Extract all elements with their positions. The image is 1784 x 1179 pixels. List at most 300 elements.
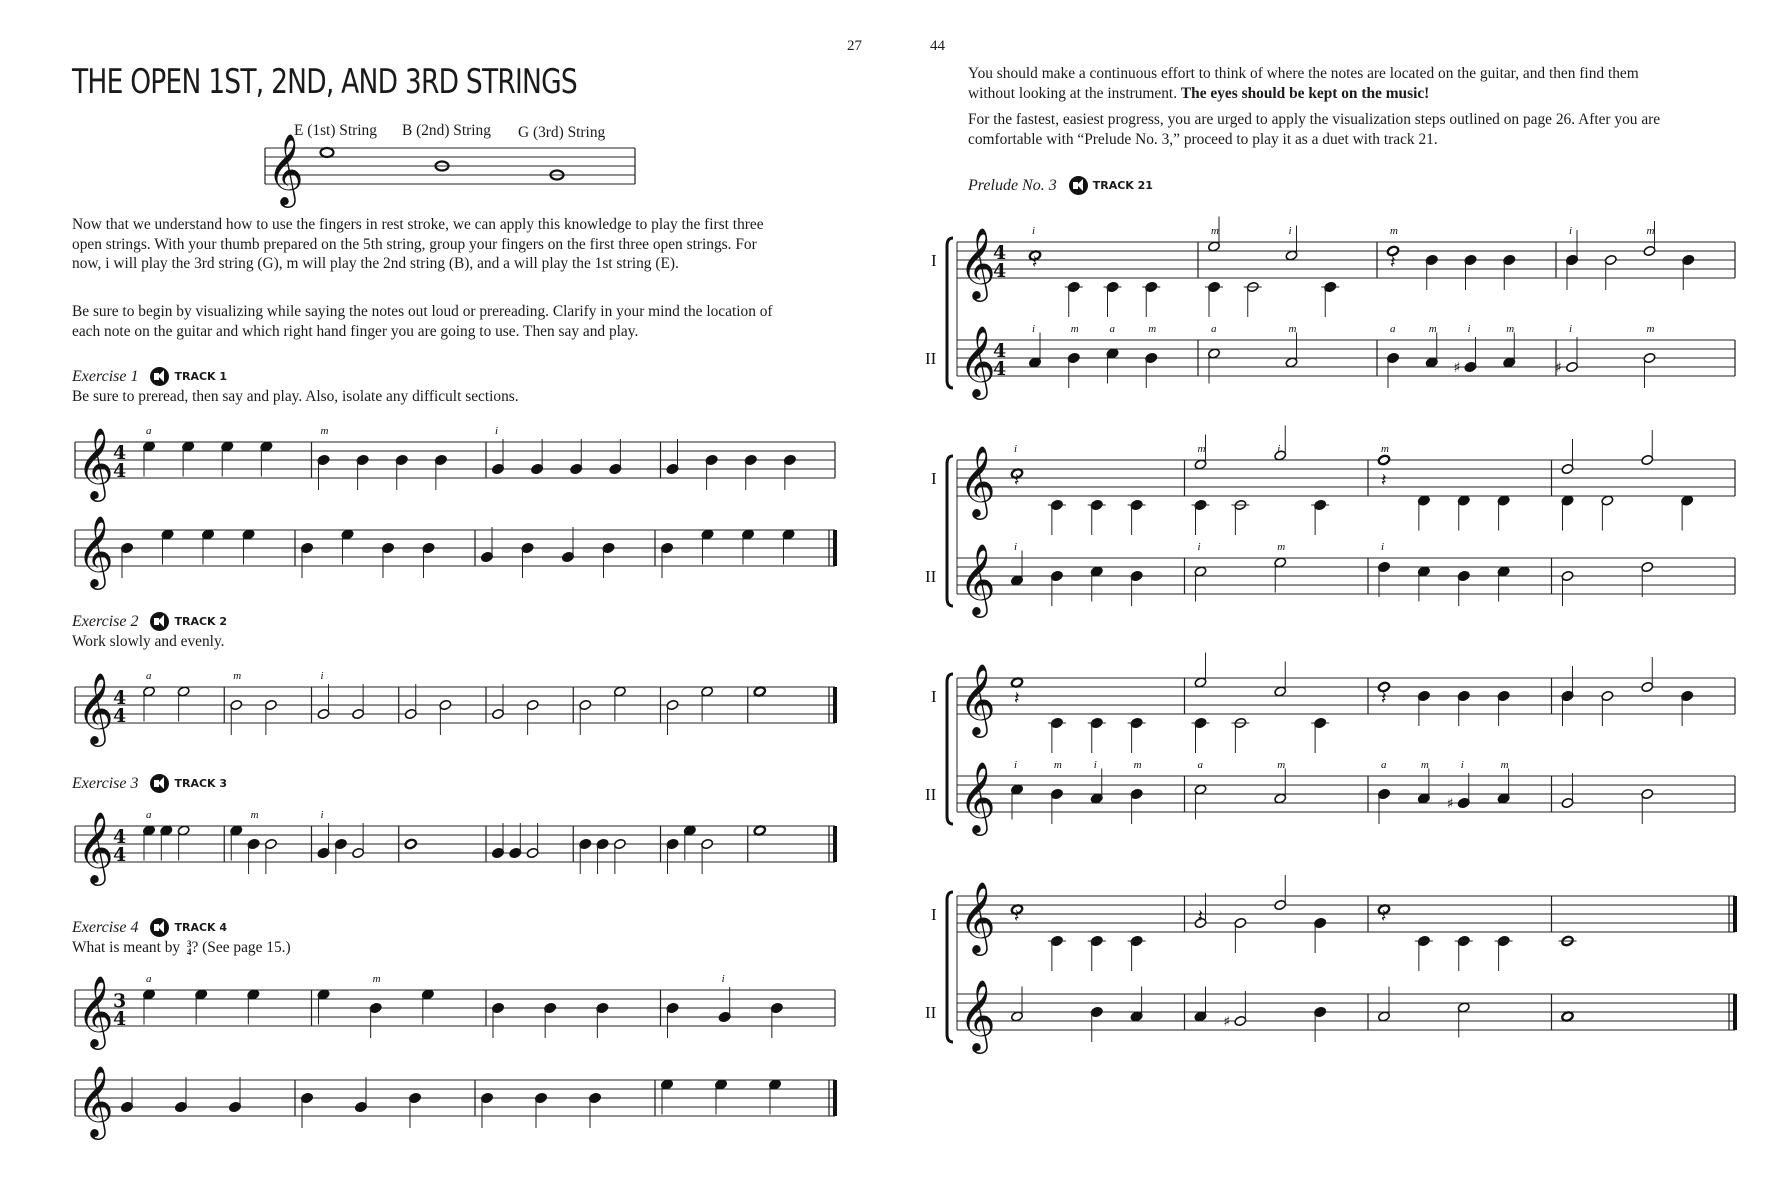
note-c5 <box>1194 541 1207 602</box>
note-a4 <box>1285 323 1298 368</box>
fingering-i: i <box>1569 323 1573 335</box>
note-c4 <box>1455 935 1473 971</box>
time-signature-top: 4 <box>113 826 127 848</box>
note-b4 <box>264 699 277 735</box>
note-e5 <box>260 441 273 477</box>
note-a4 <box>1378 987 1391 1023</box>
note-c4 <box>1088 499 1106 535</box>
time-signature-bottom: 4 <box>113 460 127 482</box>
treble-clef-icon: 𝄞 <box>959 226 996 299</box>
note-g4 <box>1314 917 1327 953</box>
note-b4 <box>409 1092 422 1128</box>
voice-label-i: I <box>931 251 937 270</box>
note-b4 <box>1050 570 1063 606</box>
time-signature-top: 4 <box>113 687 127 709</box>
continuous-effort-paragraph: You should make a continuous effort to think of where the notes are located on the guitar, and then find them without looking at the instrument. The eyes should be kept on the music! <box>968 65 1639 102</box>
note-c4 <box>1415 935 1433 971</box>
note-a4 <box>1497 759 1510 804</box>
note-b4 <box>661 542 674 578</box>
staff-lines <box>957 242 1735 278</box>
fingering-a: a <box>146 973 152 985</box>
note-b4 <box>1561 690 1574 726</box>
treble-clef-icon: 𝄞 <box>959 324 996 397</box>
prelude-system-3 <box>925 658 1745 858</box>
note-c5 <box>1274 662 1287 698</box>
note-e5 <box>613 686 626 722</box>
fingering-m: m <box>1646 323 1655 335</box>
fingering-i: i <box>495 425 499 437</box>
note-e5 <box>421 989 434 1025</box>
note-e5 <box>753 825 766 836</box>
note-d4 <box>1497 495 1510 531</box>
fingering-a: a <box>1381 759 1387 771</box>
note-g4 <box>718 973 731 1023</box>
note-g4 <box>531 439 544 475</box>
time-signature-top: 4 <box>113 442 127 464</box>
note-g4 <box>352 823 365 859</box>
note-b4 <box>596 838 609 874</box>
note-a4 <box>1194 987 1207 1023</box>
visualization-steps-paragraph: For the fastest, easiest progress, you are urged to apply the visualization steps outlined on page 26. After you are comfortable with “Prelude No. 3,” proceed to play it as a duet with track 21. <box>968 111 1661 148</box>
note-g4 <box>666 439 679 475</box>
fingering-i: i <box>1381 541 1385 553</box>
note-e5 <box>230 825 243 861</box>
speaker-icon <box>150 612 169 631</box>
fingering-m: m <box>1420 759 1429 771</box>
note-c5 <box>1208 323 1221 384</box>
fingering-i: i <box>1467 323 1471 335</box>
note-g4 <box>229 1077 242 1113</box>
note-a4 <box>1503 323 1516 368</box>
note-e5 <box>701 529 714 565</box>
voice-label-i: I <box>931 905 937 924</box>
fingering-a: a <box>1211 323 1217 335</box>
note-e5 <box>769 1079 782 1115</box>
string-label-b: B (2nd) String <box>402 122 491 139</box>
note-g4 <box>562 527 575 563</box>
fingering-a: a <box>146 809 152 821</box>
prelude-system-4 <box>925 876 1745 1076</box>
fingering-m: m <box>250 809 259 821</box>
note-e5 <box>202 529 215 565</box>
note-b4 <box>1425 254 1438 290</box>
note-b4 <box>301 542 314 578</box>
note-g4 <box>481 527 494 563</box>
quarter-rest-icon: 𝄽 <box>1381 688 1387 709</box>
exercise-4-staff-2 <box>75 1064 845 1137</box>
note-a4 <box>1425 323 1438 368</box>
note-b4 <box>1050 759 1063 824</box>
note-e5 <box>683 825 696 861</box>
fingering-m: m <box>1500 759 1509 771</box>
note-c4 <box>1128 717 1146 753</box>
note-b4 <box>1457 570 1470 606</box>
sharp-icon: ♯ <box>1555 360 1562 376</box>
note-e5 <box>221 441 234 477</box>
note-g4 <box>355 1077 368 1113</box>
treble-clef-icon: 𝄞 <box>77 974 114 1047</box>
page-title: THE OPEN 1ST, 2ND, AND 3RD STRINGS <box>72 62 577 102</box>
fingering-m: m <box>1197 443 1206 455</box>
quarter-rest-icon: 𝄽 <box>1381 906 1387 927</box>
exercise-3-heading <box>72 774 227 793</box>
treble-clef-icon: 𝄞 <box>77 671 114 744</box>
note-b4 <box>666 1002 679 1038</box>
fingering-a: a <box>1390 323 1396 335</box>
note-c4 <box>1048 499 1066 535</box>
exercise-1-note: Be sure to preread, then say and play. Also, isolate any difficult sections. <box>72 388 519 405</box>
note-e5 <box>247 989 260 1025</box>
note-c5 <box>1417 566 1430 602</box>
note-b4 <box>1387 323 1400 388</box>
staff-lines <box>957 460 1735 496</box>
note-b4 <box>613 838 626 874</box>
note-b4 <box>1643 323 1656 388</box>
note-b4 <box>579 699 592 735</box>
note-a4 <box>1011 541 1024 586</box>
note-a4 <box>1274 759 1287 804</box>
note-b4 <box>783 454 796 490</box>
quarter-rest-icon: 𝄽 <box>1014 470 1020 491</box>
note-d4 <box>1561 495 1574 531</box>
note-g4 <box>492 823 505 859</box>
note-g5 <box>1274 426 1287 462</box>
note-a4 <box>1417 759 1430 804</box>
prelude-heading <box>968 176 1153 195</box>
note-b4 <box>1314 1006 1327 1042</box>
note-b4 <box>301 1092 314 1128</box>
system-bracket <box>947 674 953 824</box>
fingering-m: m <box>1506 323 1515 335</box>
prelude-system-1 <box>925 222 1745 422</box>
time-signature-bottom: 4 <box>113 1008 127 1030</box>
note-b4 <box>1130 759 1143 824</box>
note-e5 <box>182 441 195 477</box>
note-c4 <box>1231 499 1249 535</box>
fingering-i: i <box>320 809 324 821</box>
note-a4 <box>1011 987 1024 1023</box>
note-e5 <box>1194 653 1207 689</box>
fingering-m: m <box>1070 323 1079 335</box>
voice-label-ii: II <box>925 1003 937 1022</box>
note-e5 <box>1011 677 1024 688</box>
system-bracket <box>947 892 953 1042</box>
note-d5 <box>1378 541 1391 597</box>
note-g4 <box>1223 991 1246 1030</box>
note-b4 <box>666 699 679 735</box>
note-b4 <box>1601 690 1614 726</box>
note-b4 <box>369 973 382 1038</box>
note-b4 <box>334 838 347 874</box>
note-b4 <box>1417 690 1430 726</box>
note-e5 <box>742 529 755 565</box>
time-signature-bottom: 4 <box>113 844 127 866</box>
note-b4 <box>1503 254 1516 290</box>
track-badge[interactable]: TRACK 4 <box>150 918 227 937</box>
note-b4 <box>535 1092 548 1128</box>
speaker-icon <box>150 367 169 386</box>
exercise-1-staff-1 <box>75 425 845 499</box>
note-g4 <box>526 823 539 859</box>
quarter-rest-icon: 𝄽 <box>1381 470 1387 491</box>
exercise-title: Exercise 3 <box>72 774 139 792</box>
time-signature-top: 4 <box>993 340 1007 362</box>
note-d4 <box>1417 495 1430 531</box>
note-b4 <box>1090 1006 1103 1042</box>
note-b4 <box>544 1002 557 1038</box>
note-b4 <box>492 1002 505 1038</box>
exercise-1-heading <box>72 367 227 386</box>
note-e5 <box>701 686 714 722</box>
track-badge[interactable]: TRACK 21 <box>1069 176 1153 195</box>
fingering-m: m <box>1390 225 1398 237</box>
staff-lines <box>75 530 835 566</box>
note-a4 <box>1561 1011 1574 1022</box>
note-c5 <box>1011 759 1024 820</box>
fingering-i: i <box>1277 443 1281 455</box>
time-signature-top: 3 <box>113 990 127 1012</box>
note-c4 <box>1065 281 1083 317</box>
note-d5 <box>1641 561 1654 597</box>
note-c4 <box>1495 935 1513 971</box>
fingering-i: i <box>721 973 725 985</box>
prelude-system-2 <box>925 440 1745 640</box>
fingering-m: m <box>233 670 242 682</box>
note-b4 <box>1457 690 1470 726</box>
note-g4 <box>175 1077 188 1113</box>
note-g4 <box>352 684 365 720</box>
fingering-i: i <box>1014 759 1018 771</box>
note-b4 <box>666 838 679 874</box>
note-b4 <box>596 1002 609 1038</box>
note-b4 <box>395 454 408 490</box>
note-b4 <box>356 454 369 490</box>
note-d5 <box>1641 657 1654 693</box>
note-e5 <box>341 529 354 565</box>
note-b4 <box>264 838 277 874</box>
system-bracket <box>947 238 953 388</box>
note-a4 <box>1130 987 1143 1023</box>
time-signature-bottom: 4 <box>993 260 1007 282</box>
note-g4 <box>121 1077 134 1113</box>
note-c4 <box>1311 717 1329 753</box>
voice-label-i: I <box>931 469 937 488</box>
note-b4 <box>1641 788 1654 824</box>
note-c5 <box>1106 323 1119 384</box>
sharp-icon: ♯ <box>1223 1014 1231 1030</box>
treble-clef-icon: 𝄞 <box>267 132 304 205</box>
note-c4 <box>1192 717 1210 753</box>
note-b4 <box>521 542 534 578</box>
fingering-i: i <box>1460 759 1464 771</box>
note-e5 <box>1208 217 1221 253</box>
exercise-title: Exercise 1 <box>72 367 139 385</box>
fingering-a: a <box>1109 323 1115 335</box>
staff-lines <box>957 558 1735 594</box>
note-b4 <box>589 1092 602 1128</box>
note-b4 <box>526 699 539 735</box>
fingering-m: m <box>1211 225 1219 237</box>
exercise-4-heading <box>72 918 227 937</box>
speaker-icon <box>1069 176 1088 195</box>
note-g4 <box>492 684 505 720</box>
quarter-rest-icon: 𝄽 <box>1390 252 1396 273</box>
fingering-i: i <box>1093 759 1097 771</box>
fingering-a: a <box>146 670 152 682</box>
fingering-m: m <box>1053 759 1062 771</box>
visualizing-paragraph: Be sure to begin by visualizing while saying the notes out loud or prereading. Clarify in your mind the location of each note on the guitar and which right hand finger you are going to use. Then say and play. <box>72 303 773 340</box>
exercise-2-note: Work slowly and evenly. <box>72 633 225 650</box>
note-b4 <box>317 425 330 490</box>
note-c4 <box>1205 281 1223 317</box>
note-g4 <box>1234 917 1247 953</box>
fingering-i: i <box>1197 541 1201 553</box>
staff-lines <box>957 678 1735 714</box>
fingering-i: i <box>1032 225 1036 237</box>
note-b4 <box>1681 690 1694 726</box>
exercise-1-staff-2 <box>75 514 845 587</box>
note-c5 <box>1285 225 1298 261</box>
sharp-icon: ♯ <box>1446 796 1454 812</box>
note-b4 <box>1497 690 1510 726</box>
note-e5 <box>317 989 330 1025</box>
note-b4 <box>1464 254 1477 290</box>
note-d5 <box>1274 875 1287 911</box>
quarter-rest-icon: 𝄽 <box>1014 906 1020 927</box>
note-g4 <box>609 439 622 475</box>
note-b4 <box>439 699 452 735</box>
piece-title: Prelude No. 3 <box>968 176 1057 194</box>
track-badge[interactable]: TRACK 1 <box>150 367 227 386</box>
exercise-3-staff <box>75 809 845 883</box>
fingering-m: m <box>320 425 329 437</box>
staff-lines <box>957 776 1735 812</box>
note-b4 <box>744 454 757 490</box>
fingering-a: a <box>146 425 152 437</box>
system-bracket <box>947 456 953 606</box>
track-badge[interactable]: TRACK 2 <box>150 612 227 631</box>
note-c4 <box>1244 281 1262 317</box>
treble-clef-icon: 𝄞 <box>959 444 996 517</box>
note-b4 <box>1561 570 1574 606</box>
note-g4 <box>570 439 583 475</box>
note-b4 <box>1067 323 1080 388</box>
fingering-i: i <box>1032 323 1036 335</box>
note-d5 <box>1643 221 1656 257</box>
fingering-m: m <box>1381 443 1389 455</box>
note-c4 <box>1088 717 1106 753</box>
note-e5 <box>161 529 174 565</box>
fingering-m: m <box>1646 225 1655 237</box>
fingering-a: a <box>1197 759 1203 771</box>
note-g4 <box>509 823 522 859</box>
note-b4 <box>230 670 243 735</box>
note-a4 <box>1090 759 1103 804</box>
quarter-rest-icon: 𝄽 <box>1032 252 1038 273</box>
treble-clef-icon: 𝄞 <box>77 810 114 883</box>
note-e-whole <box>321 148 334 157</box>
note-b4 <box>1145 323 1158 388</box>
note-c5 <box>1497 566 1510 602</box>
speaker-icon <box>150 918 169 937</box>
note-b4 <box>404 838 417 849</box>
note-c4 <box>1311 499 1329 535</box>
intro-paragraph: Now that we understand how to use the fingers in rest stroke, we can apply this knowledge to play the first three open strings. With your thumb prepared on the 5th string, group your fingers on the first three open strings. For now, i will play the 3rd string (G), m will play the 2nd string (B), and a will play the 1st string (E). <box>72 216 764 272</box>
note-e5 <box>715 1079 728 1115</box>
quarter-rest-icon: 𝄽 <box>1014 688 1020 709</box>
page-number-left: 27 <box>847 38 862 54</box>
quarter-rest-icon: 𝄽 <box>1197 906 1204 927</box>
note-e5 <box>661 1079 674 1115</box>
note-b4 <box>1378 759 1391 824</box>
voice-label-i: I <box>931 687 937 706</box>
fingering-i: i <box>1288 225 1292 237</box>
note-e5 <box>177 686 190 722</box>
fingering-m: m <box>1133 759 1142 771</box>
note-g4 <box>492 425 505 475</box>
note-d4 <box>1681 495 1694 531</box>
exercise-title: Exercise 2 <box>72 612 139 630</box>
note-e5 <box>242 529 255 565</box>
fingering-m: m <box>1277 759 1286 771</box>
note-c4 <box>1104 281 1122 317</box>
string-label-e: E (1st) String <box>294 122 377 139</box>
note-c4 <box>1048 717 1066 753</box>
note-b4 <box>579 838 592 874</box>
speaker-icon <box>150 774 169 793</box>
fingering-m: m <box>1288 323 1297 335</box>
note-c4 <box>1192 499 1210 535</box>
page-number-right: 44 <box>930 38 945 54</box>
exercise-4-staff-1 <box>75 973 845 1047</box>
note-e5 <box>753 686 766 697</box>
fingering-i: i <box>320 670 324 682</box>
note-c4 <box>1231 717 1249 753</box>
voice-label-ii: II <box>925 567 937 586</box>
note-c4 <box>1128 935 1146 971</box>
note-f5 <box>1641 430 1654 466</box>
note-b4 <box>247 809 260 874</box>
fingering-m: m <box>1428 323 1437 335</box>
fingering-m: m <box>372 973 381 985</box>
note-c4 <box>1128 499 1146 535</box>
note-b4 <box>1682 254 1695 290</box>
note-e5 <box>782 529 795 565</box>
note-c5 <box>1194 759 1207 820</box>
note-g4 <box>317 809 330 859</box>
staff-lines <box>957 994 1735 1030</box>
track-badge[interactable]: TRACK 3 <box>150 774 227 793</box>
note-b4 <box>121 542 134 578</box>
treble-clef-icon: 𝄞 <box>77 514 114 587</box>
treble-clef-icon: 𝄞 <box>959 880 996 953</box>
treble-clef-icon: 𝄞 <box>959 542 996 615</box>
voice-label-ii: II <box>925 349 937 368</box>
treble-clef-icon: 𝄞 <box>959 662 996 735</box>
note-c4 <box>1321 281 1339 317</box>
time-signature-top: 4 <box>993 242 1007 264</box>
note-b4 <box>434 454 447 490</box>
fingering-m: m <box>1148 323 1157 335</box>
sharp-icon: ♯ <box>1453 360 1461 376</box>
note-b4 <box>602 542 615 578</box>
note-b4 <box>382 542 395 578</box>
note-b4 <box>481 1092 494 1128</box>
note-g4 <box>404 684 417 720</box>
note-e5 <box>195 989 208 1025</box>
exercise-title: Exercise 4 <box>72 918 139 936</box>
time-signature-bottom: 4 <box>993 358 1007 380</box>
